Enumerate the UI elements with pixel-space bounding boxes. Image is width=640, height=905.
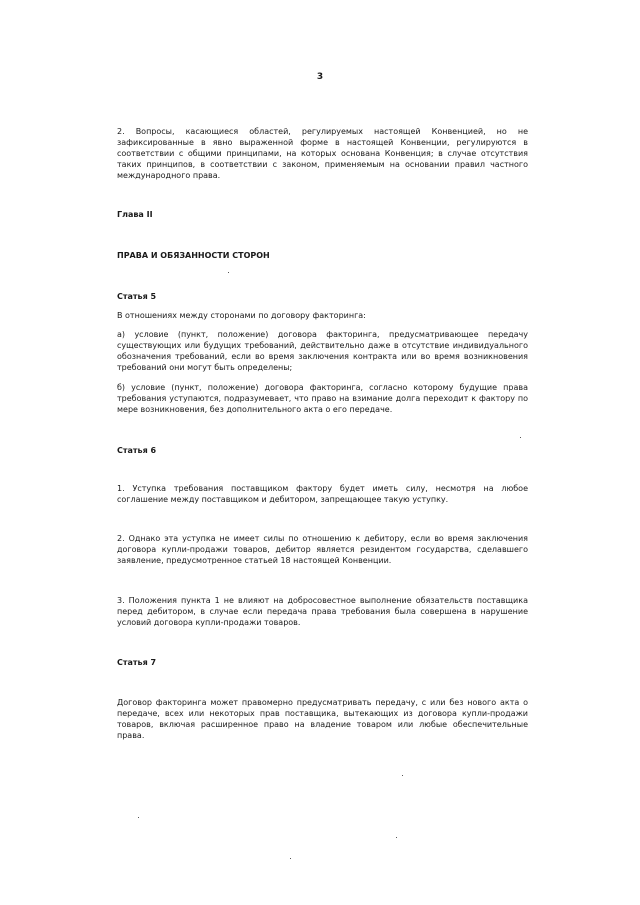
article-5-lead: В отношениях между сторонами по договору факторинга: [117, 311, 366, 320]
article-5-item-b: б) условие (пункт, положение) договора факторинга, согласно которому будущие права требования уступаются, подразумевает, что право на взимание долга переходит к фактору по мере возникновения, без дополнительного акта о его передаче. [117, 383, 528, 414]
chapter-header: Глава II [117, 210, 153, 219]
scan-speck [402, 775, 403, 776]
scan-speck [520, 437, 521, 438]
article-5-heading: Статья 5 [117, 292, 157, 301]
page-number: 3 [316, 72, 324, 82]
article-6-paragraph-3: 3. Положения пункта 1 не влияют на добросовестное выполнение обязательств поставщика перед дебитором, в случае если передача права требования была совершена в нарушение условий договора купли-продажи товаров. [117, 596, 528, 627]
article-6-paragraph-2: 2. Однако эта уступка не имеет силы по отношению к дебитору, если во время заключения договора купли-продажи товаров, дебитор является резидентом государства, сделавшего заявление, предусмотренное статьей 18 настоящей Конвенции. [117, 534, 528, 565]
article-7-paragraph-1: Договор факторинга может правомерно предусматривать передачу, с или без нового акта о передаче, всех или некоторых прав поставщика, вытекающих из договора купли-продажи товаров, включая расширенное право на владение товаром или любые обеспечительные права. [117, 698, 528, 740]
scan-speck [290, 858, 291, 859]
intro-paragraph: 2. Вопросы, касающиеся областей, регулируемых настоящей Конвенцией, но не зафиксированные в явно выраженной форме в настоящей Конвенции, регулируются в соответствии с общими принципами, на которых основана Конвенция; в случае отсутствия таких принципов, в соответствии с законом, применяемым на основании правил частного международного права. [117, 127, 528, 180]
scan-speck [396, 837, 397, 838]
scan-speck [228, 272, 229, 273]
article-7-heading: Статья 7 [117, 658, 157, 667]
chapter-title: ПРАВА И ОБЯЗАННОСТИ СТОРОН [117, 251, 270, 260]
article-5-item-a: а) условие (пункт, положение) договора факторинга, предусматривающее передачу существующих или будущих требований, действительно даже в отсутствие индивидуального обозначения требований, если во время заключения контракта или во время возникновения требований они могут быть определены; [117, 330, 528, 372]
article-6-paragraph-1: 1. Уступка требования поставщиком фактору будет иметь силу, несмотря на любое соглашение между поставщиком и дебитором, запрещающее такую уступку. [117, 484, 528, 504]
scan-speck [138, 817, 139, 818]
article-6-heading: Статья 6 [117, 446, 157, 455]
